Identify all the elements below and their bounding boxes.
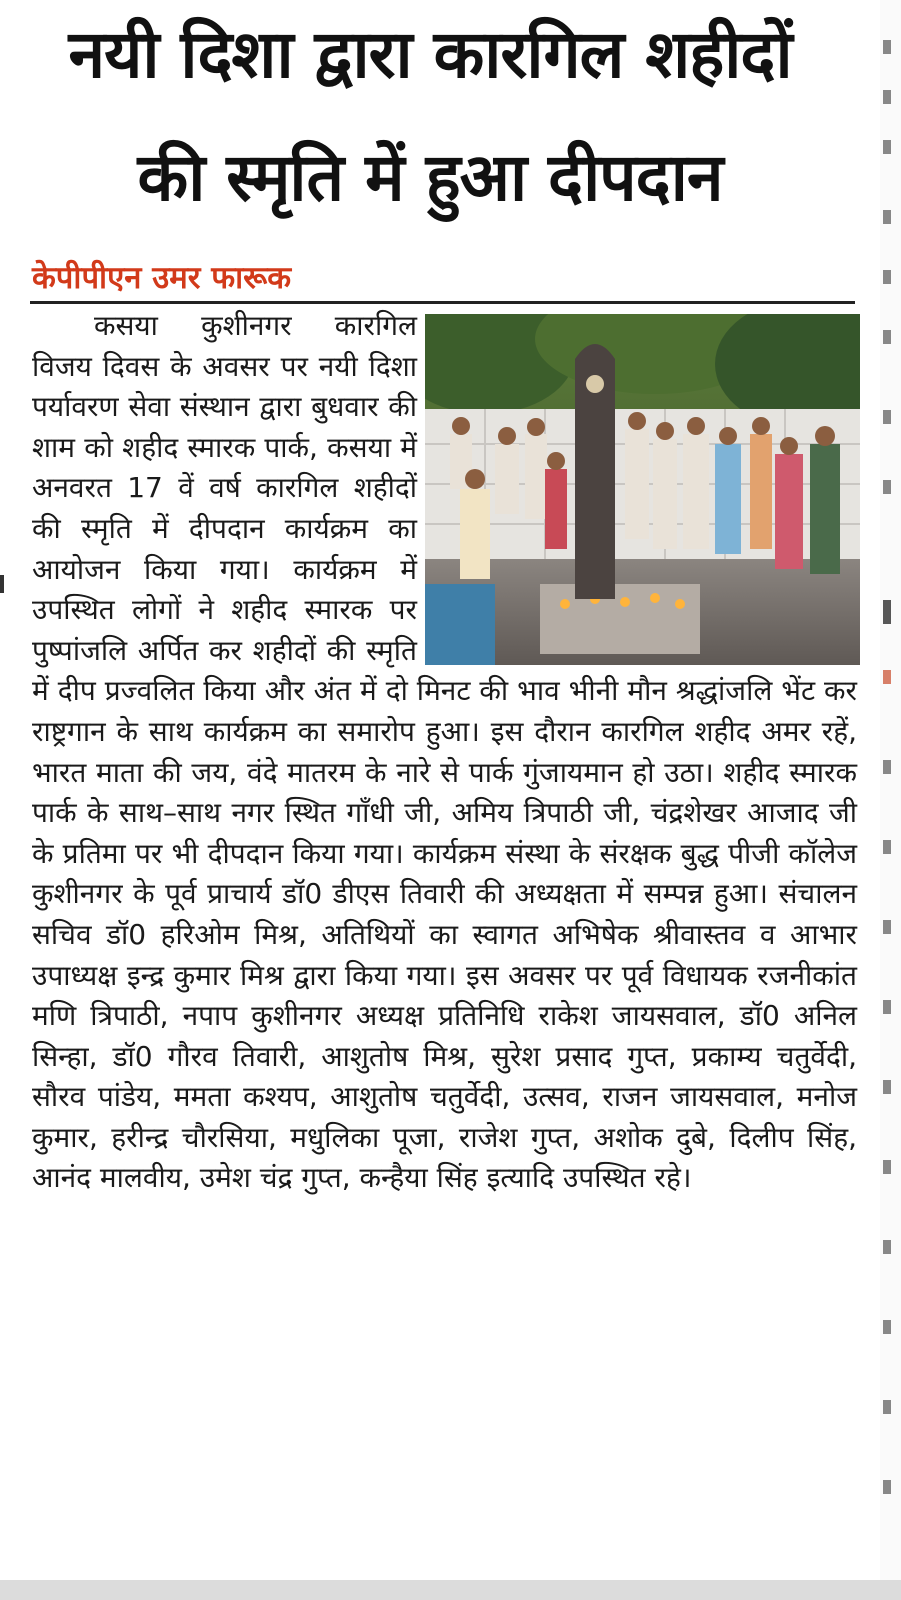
headline-line-2: की स्मृति में हुआ दीपदान — [137, 139, 723, 216]
page-edge-mark — [0, 575, 4, 593]
byline-divider — [30, 301, 855, 304]
headline-line-1: नयी दिशा द्वारा कारगिल शहीदों — [68, 16, 792, 93]
article-body-text: कसया कुशीनगर कारगिल विजय दिवस के अवसर पर नयी दिशा पर्यावरण सेवा संस्थान द्वारा बुधवार की शाम को शहीद स्मारक पार्क, कसया में अनवरत 17 वें वर्ष कारगिल शहीदों की स्मृति में दीपदान कार्यक्रम का आयोजन किया गया। कार्यक्रम में उपस्थित लोगों ने शहीद स्मारक पर पुष्पांजलि अर्पित कर शहीदों की स्मृति में दीप प्रज्वलित किया और अंत में दो मिनट की भाव भीनी मौन श्रद्धांजलि भेंट कर राष्ट्रगान के साथ कार्यक्रम का समारोप हुआ। इस दौरान कारगिल शहीद अमर रहें, भारत माता की जय, वंदे मातरम के नारे से पार्क गुंजायमान हो उठा। शहीद स्मारक पार्क के साथ–साथ नगर स्थित गाँधी जी, अमिय त्रिपाठी जी, चंद्रशेखर आजाद जी के प्रतिमा पर भी दीपदान किया गया। कार्यक्रम संस्था के संरक्षक बुद्ध पीजी कॉलेज कुशीनगर के पूर्व प्राचार्य डॉ0 डीएस तिवारी की अध्यक्षता में सम्पन्न हुआ। संचालन सचिव डॉ0 हरिओम मिश्र, अतिथियों का स्वागत अभिषेक श्रीवास्तव व आभार उपाध्यक्ष इन्द्र कुमार मिश्र द्वारा किया गया। इस अवसर पर पूर्व विधायक रजनीकांत मणि त्रिपाठी, नपाप कुशीनगर अध्यक्ष प्रतिनिधि राकेश जायसवाल, डॉ0 अनिल सिन्हा, डॉ0 गौरव तिवारी, आशुतोष मिश्र, सुरेश प्रसाद गुप्त, प्रकाम्य चतुर्वेदी, सौरव पांडेय, ममता कश्यप, आशुतोष चतुर्वेदी, उत्सव, राजन जायसवाल, मनोज कुमार, हरीन्द्र चौरसिया, मधुलिका पूजा, राजेश गुप्त, अशोक दुबे, दिलीप सिंह, आनंद मालवीय, उमेश चंद्र गुप्त, कन्हैया सिंह इत्यादि उपस्थित रहे। — [32, 309, 857, 1195]
bottom-bar — [0, 1580, 901, 1600]
event-photo — [425, 314, 860, 665]
byline: केपीपीएन उमर फारूक — [32, 260, 292, 296]
adjacent-column-edge — [880, 0, 901, 1600]
